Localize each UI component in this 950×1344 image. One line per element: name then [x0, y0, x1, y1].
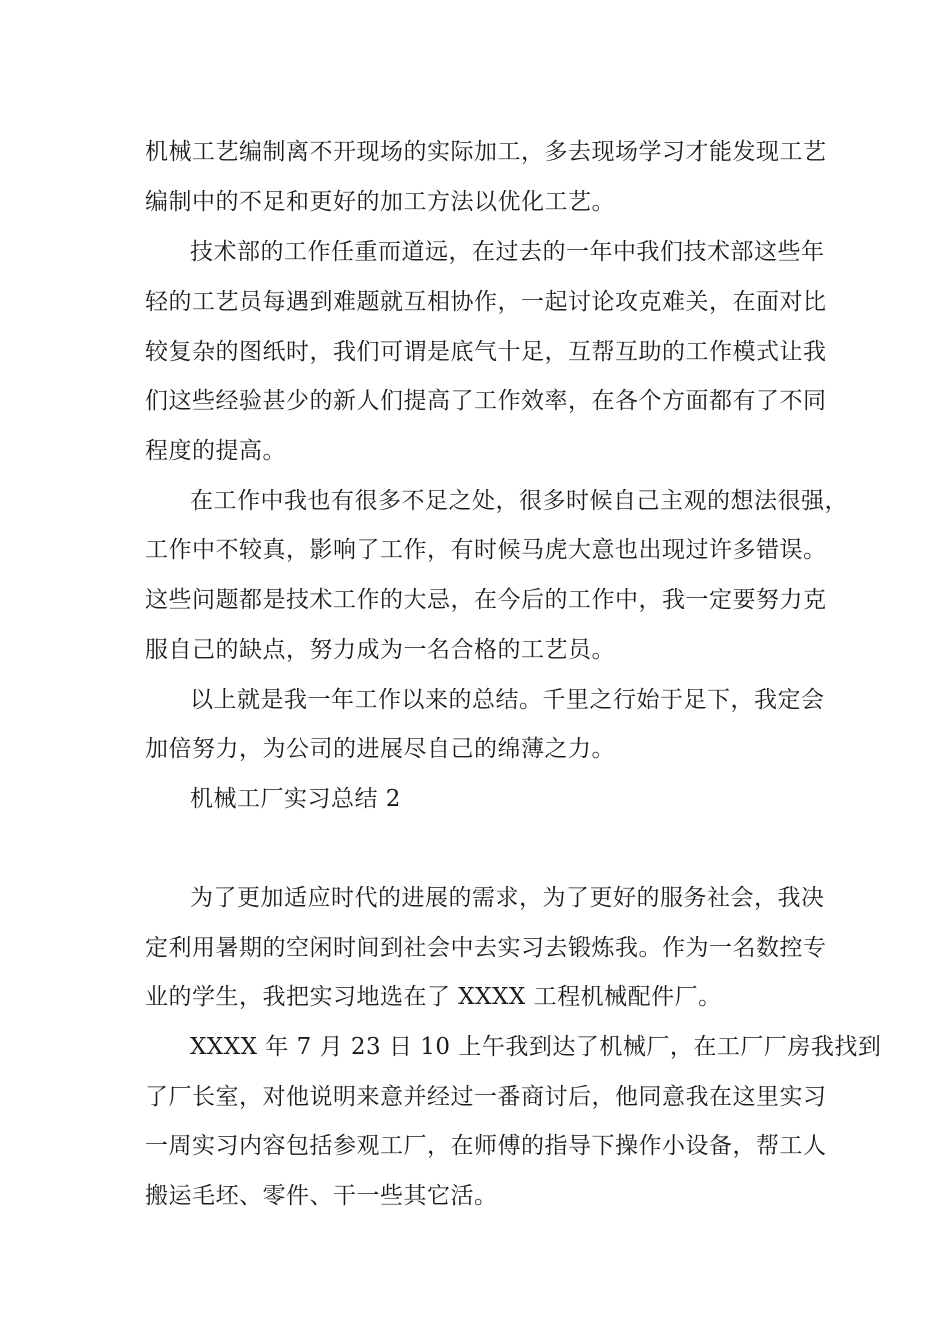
- text-line: 了厂长室，对他说明来意并经过一番商讨后，他同意我在这里实习: [145, 1084, 827, 1110]
- text-line: 这些问题都是技术工作的大忌，在今后的工作中，我一定要努力克: [145, 587, 827, 613]
- text-line: 业的学生，我把实习地选在了 XXXX 工程机械配件厂。: [145, 984, 722, 1010]
- section-heading: 机械工厂实习总结 2: [190, 786, 401, 812]
- text-line: 以上就是我一年工作以来的总结。千里之行始于足下，我定会: [190, 687, 825, 713]
- text-line: 服自己的缺点，努力成为一名合格的工艺员。: [145, 637, 615, 663]
- text-line: 定利用暑期的空闲时间到社会中去实习去锻炼我。作为一名数控专: [145, 935, 827, 961]
- text-line: 工作中不较真，影响了工作，有时候马虎大意也出现过许多错误。: [145, 537, 827, 563]
- text-line: 程度的提高。: [145, 438, 286, 464]
- text-line: 加倍努力，为公司的进展尽自己的绵薄之力。: [145, 736, 615, 762]
- text-line: 们这些经验甚少的新人们提高了工作效率，在各个方面都有了不同: [145, 388, 827, 414]
- text-line: 搬运毛坯、零件、干一些其它活。: [145, 1183, 498, 1209]
- text-line: 编制中的不足和更好的加工方法以优化工艺。: [145, 189, 615, 215]
- text-line: 在工作中我也有很多不足之处，很多时候自己主观的想法很强，: [190, 488, 848, 514]
- text-line: 为了更加适应时代的进展的需求，为了更好的服务社会，我决: [190, 885, 825, 911]
- text-line: XXXX 年 7 月 23 日 10 上午我到达了机械厂，在工厂厂房我找到: [190, 1034, 882, 1060]
- text-line: 技术部的工作任重而道远，在过去的一年中我们技术部这些年: [190, 239, 825, 265]
- text-line: 机械工艺编制离不开现场的实际加工，多去现场学习才能发现工艺: [145, 139, 827, 165]
- text-line: 轻的工艺员每遇到难题就互相协作，一起讨论攻克难关，在面对比: [145, 289, 827, 315]
- text-line: 较复杂的图纸时，我们可谓是底气十足，互帮互助的工作模式让我: [145, 339, 827, 365]
- text-line: 一周实习内容包括参观工厂，在师傅的指导下操作小设备，帮工人: [145, 1133, 827, 1159]
